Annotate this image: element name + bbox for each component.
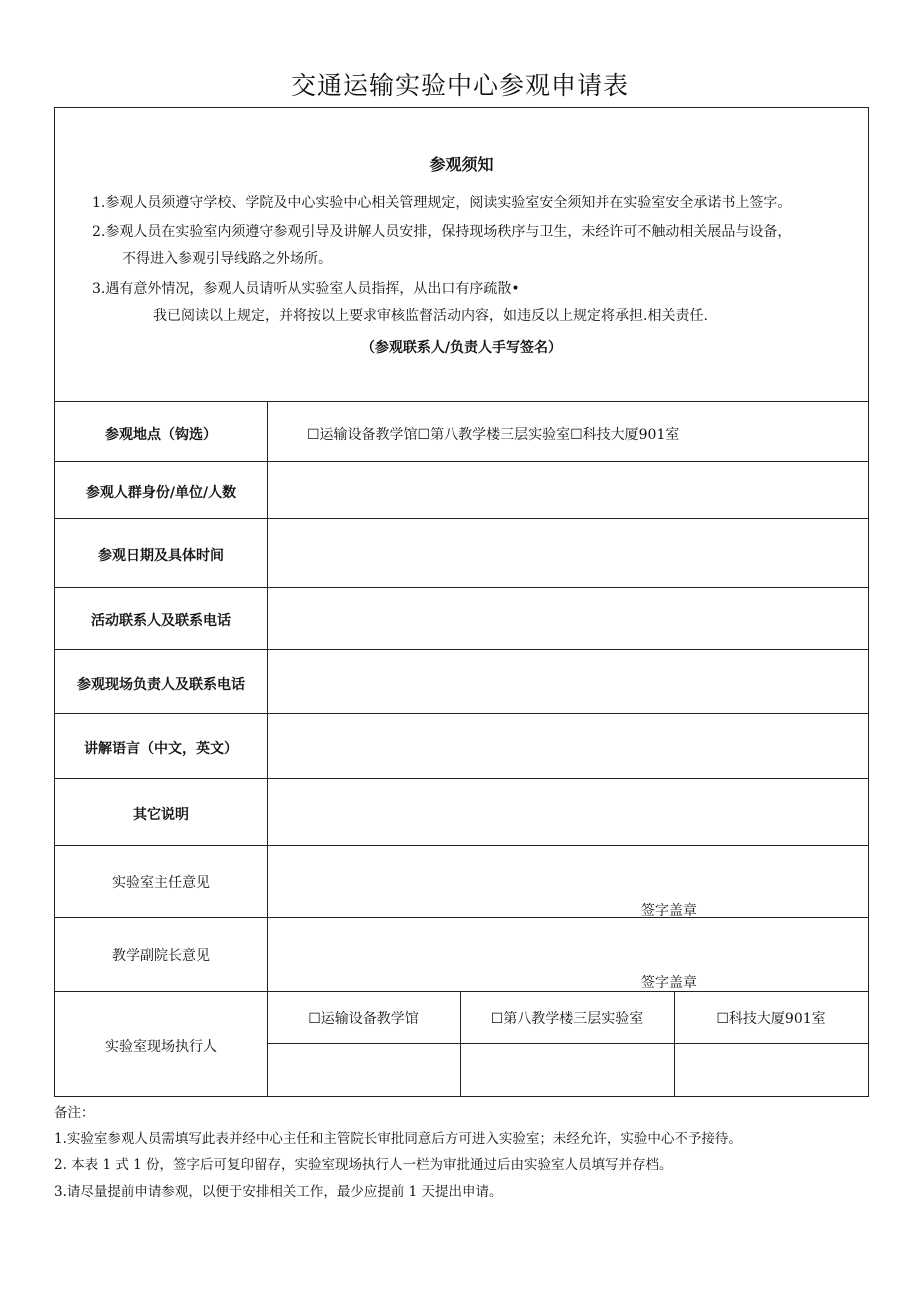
- other-label: 其它说明: [133, 807, 189, 823]
- footer-note-1: 1.实验室参观人员需填写此表并经中心主任和主管院长审批同意后方可进入实验室；未经允许，实验中心不予接待。: [54, 1131, 742, 1147]
- row-divider: [55, 649, 868, 650]
- executor-column-divider: [674, 991, 675, 1096]
- row-divider: [55, 917, 868, 918]
- director-label: 实验室主任意见: [112, 875, 210, 891]
- column-divider: [267, 401, 268, 1096]
- onsite-label: 参观现场负责人及联系电话: [77, 677, 245, 693]
- notice-item-3: 3.遇有意外情况，参观人员请听从实验室人员指挥，从出口有序疏散•: [92, 281, 520, 297]
- row-divider: [55, 461, 868, 462]
- executor-divider: [267, 1043, 868, 1044]
- executor-column-divider: [460, 991, 461, 1096]
- row-divider: [55, 401, 868, 402]
- executor-label: 实验室现场执行人: [105, 1039, 217, 1055]
- footer-note-2: 2. 本表 1 式 1 份，签字后可复印留存，实验室现场执行人一栏为审批通过后由实验室人员填写并存档。: [54, 1157, 673, 1173]
- row-divider: [55, 713, 868, 714]
- row-divider: [55, 518, 868, 519]
- location-label: 参观地点（钩选）: [105, 427, 217, 443]
- notice-section: [55, 108, 868, 401]
- location-options[interactable]: ☐运输设备教学馆☐第八教学楼三层实验室☐科技大厦901室: [307, 427, 680, 443]
- dean-label: 教学副院长意见: [112, 948, 210, 964]
- executor-venue-1[interactable]: ☐运输设备教学馆: [308, 1011, 419, 1027]
- row-divider: [55, 778, 868, 779]
- row-divider: [55, 587, 868, 588]
- datetime-label: 参观日期及具体时间: [98, 548, 224, 564]
- dean-sign: 签字盖章: [641, 975, 697, 991]
- declaration: 我已阅读以上规定，并将按以上要求审核监督活动内容，如违反以上规定将承担.相关责任.: [153, 308, 708, 324]
- form-table: [54, 107, 869, 1097]
- executor-venue-2[interactable]: ☐第八教学楼三层实验室: [490, 1011, 644, 1027]
- language-label: 讲解语言（中文，英文）: [84, 741, 238, 757]
- director-sign: 签字盖章: [641, 903, 697, 919]
- signature-note: （参观联系人/负责人手写签名）: [360, 340, 563, 356]
- row-divider: [55, 845, 868, 846]
- row-divider: [55, 991, 868, 992]
- contact-label: 活动联系人及联系电话: [91, 613, 231, 629]
- visitors-label: 参观人群身份/单位/人数: [85, 485, 237, 501]
- notice-heading: 参观须知: [429, 155, 494, 174]
- notice-item-2: 2.参观人员在实验室内须遵守参观引导及讲解人员安排，保持现场秩序与卫生，未经许可不触动相关展品与设备，: [92, 224, 792, 240]
- footer-note-3: 3.请尽量提前申请参观，以便于安排相关工作，最少应提前 1 天提出申请。: [54, 1184, 503, 1200]
- form-title: 交通运输实验中心参观申请表: [290, 71, 629, 100]
- executor-venue-3[interactable]: ☐科技大厦901室: [716, 1011, 826, 1027]
- notice-item-1: 1.参观人员须遵守学校、学院及中心实验中心相关管理规定，阅读实验室安全须知并在实验室安全承诺书上签字。: [92, 195, 792, 211]
- footer-heading: 备注：: [54, 1105, 95, 1121]
- notice-item-2-cont: 不得进入参观引导线路之外场所。: [122, 251, 332, 267]
